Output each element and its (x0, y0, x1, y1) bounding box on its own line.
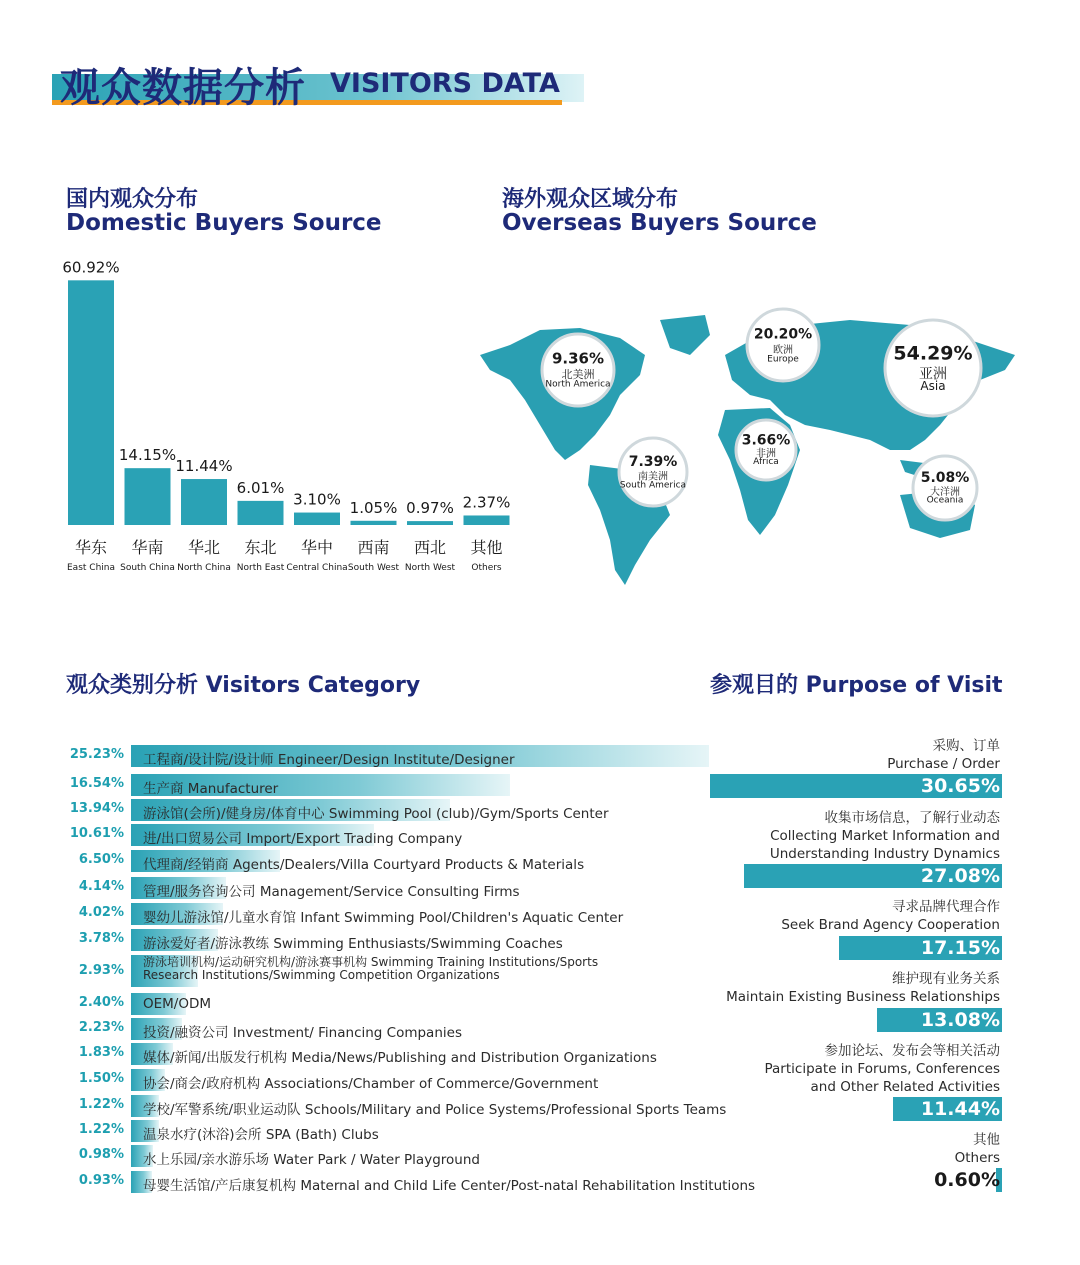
category-row (60, 1145, 700, 1167)
domestic-bar (294, 513, 340, 525)
category-pct: 0.98% (78, 1147, 124, 1162)
domestic-tick-zh: 华中 (300, 538, 334, 557)
category-label: 生产商 Manufacturer (143, 781, 279, 797)
domestic-bar-value: 3.10% (293, 490, 341, 509)
region-name-zh: 欧洲 (773, 344, 793, 356)
domestic-bar-value: 0.97% (406, 499, 454, 518)
world-map (470, 300, 1030, 590)
category-label: 媒体/新闻/出版发行机构 Media/News/Publishing and Distribution Organizations (143, 1050, 657, 1066)
domestic-bar (407, 521, 453, 525)
overseas-title-en: Overseas Buyers Source (502, 210, 817, 236)
category-pct: 1.50% (78, 1071, 124, 1086)
category-pct: 6.50% (78, 852, 124, 867)
category-pct: 2.93% (78, 963, 124, 978)
domestic-bar (68, 280, 114, 525)
domestic-tick-zh: 华北 (187, 538, 221, 557)
domestic-tick-en: North China (177, 563, 231, 573)
category-row (60, 1095, 727, 1118)
domestic-tick-zh: 华东 (74, 538, 108, 557)
domestic-tick-en: South West (347, 563, 400, 573)
category-title: 观众类别分析 Visitors Category (66, 673, 421, 698)
page-title-zh: 观众数据分析 (60, 65, 306, 111)
domestic-bar-value: 2.37% (462, 493, 511, 512)
greenland-shape (660, 315, 710, 355)
category-label: 进/出口贸易公司 Import/Export Trading Company (143, 831, 463, 847)
domestic-tick-zh: 西南 (357, 538, 390, 557)
category-row (60, 929, 700, 951)
purpose-label: 维护现有业务关系 Maintain Existing Business Relationships (726, 971, 1000, 1005)
page-title-en: VISITORS DATA (330, 68, 560, 99)
purpose-value: 0.60% (934, 1169, 1000, 1191)
category-row (60, 824, 700, 846)
category-pct: 1.22% (78, 1122, 124, 1137)
region-name-zh: 亚洲 (919, 366, 947, 383)
domestic-tick-zh: 西北 (413, 538, 447, 557)
domestic-tick-zh: 华南 (131, 538, 164, 557)
region-name-zh: 大洋洲 (930, 487, 960, 499)
domestic-bar-value: 11.44% (175, 457, 233, 476)
domestic-tick-en: East China (67, 563, 115, 573)
category-pct: 0.93% (78, 1173, 124, 1188)
category-row (60, 1018, 700, 1040)
category-pct: 4.02% (78, 905, 124, 920)
purpose-value: 13.08% (920, 1009, 1000, 1031)
category-row (60, 774, 700, 796)
region-pct: 5.08% (920, 470, 970, 487)
domestic-bar (181, 479, 227, 525)
region-pct: 54.29% (893, 342, 973, 365)
category-label: 母婴生活馆/产后康复机构 Maternal and Child Life Center/Post-natal Rehabilitation Institutions (143, 1178, 756, 1194)
purpose-value: 11.44% (920, 1098, 1000, 1120)
domestic-bar-value: 14.15% (118, 446, 177, 465)
category-label: 工程商/设计院/设计师 Engineer/Design Institute/Designer (143, 752, 515, 768)
category-label: OEM/ODM (143, 996, 212, 1012)
category-row (60, 903, 700, 925)
category-label: 协会/商会/政府机构 Associations/Chamber of Commerce/Government (143, 1076, 599, 1092)
purpose-label: 参加论坛、发布会等相关活动 Participate in Forums, Conferences and Other Related Activities (764, 1043, 1000, 1095)
category-row (60, 745, 700, 767)
purpose-label: 采购、订单 Purchase / Order (887, 738, 1000, 772)
category-label: 代理商/经销商 Agents/Dealers/Villa Courtyard Products & Materials (143, 857, 585, 873)
category-pct: 1.83% (78, 1045, 124, 1060)
domestic-bar-chart (60, 255, 520, 585)
category-row (60, 1171, 756, 1194)
category-row (60, 1120, 700, 1142)
category-pct: 2.23% (78, 1020, 124, 1035)
region-pct: 7.39% (628, 453, 678, 470)
region-pct: 20.20% (753, 326, 813, 343)
category-pct: 4.14% (78, 879, 124, 894)
purpose-value: 17.15% (920, 937, 1000, 959)
region-name-zh: 南美洲 (638, 471, 668, 483)
category-label: 温泉水疗(沐浴)会所 SPA (Bath) Clubs (143, 1127, 379, 1143)
domestic-bar (238, 501, 284, 525)
domestic-tick-en: Central China (286, 563, 348, 573)
category-label: 游泳馆(会所)/健身房/体育中心 Swimming Pool (club)/Gym/Sports Center (143, 806, 609, 822)
domestic-tick-en: South China (120, 563, 175, 573)
domestic-bar-value: 60.92% (62, 258, 120, 277)
category-row (60, 993, 700, 1015)
category-label: 游泳培训机构/运动研究机构/游泳赛事机构 Swimming Training Institutions/Sports Research Institutions/Swimming Competition Organizations (143, 955, 599, 982)
region-name-zh: 非洲 (756, 448, 776, 460)
region-name-en: Oceania (926, 495, 964, 506)
category-pct: 10.61% (69, 826, 124, 841)
region-name-zh: 北美洲 (561, 367, 595, 381)
region-name-en: Asia (920, 379, 946, 394)
category-pct: 3.78% (78, 931, 124, 946)
category-row (60, 799, 700, 821)
purpose-label: 寻求品牌代理合作 Seek Brand Agency Cooperation (781, 899, 1000, 933)
region-name-en: North America (545, 379, 611, 390)
category-row (60, 850, 700, 872)
category-label: 学校/军警系统/职业运动队 Schools/Military and Police Systems/Professional Sports Teams (143, 1102, 727, 1118)
category-row (60, 955, 700, 987)
purpose-value: 27.08% (920, 865, 1000, 887)
domestic-bar (125, 468, 171, 525)
category-label: 投资/融资公司 Investment/ Financing Companies (143, 1025, 462, 1041)
category-pct: 13.94% (69, 801, 124, 816)
category-row (60, 1043, 700, 1065)
domestic-bar-value: 1.05% (349, 498, 398, 517)
domestic-title-zh: 国内观众分布 (66, 187, 199, 212)
domestic-tick-en: North West (404, 563, 456, 573)
category-label: 婴幼儿游泳馆/儿童水育馆 Infant Swimming Pool/Children's Aquatic Center (143, 910, 624, 926)
category-label: 游泳爱好者/游泳教练 Swimming Enthusiasts/Swimming Coaches (143, 936, 563, 952)
overseas-title-zh: 海外观众区域分布 (502, 187, 679, 212)
domestic-bar (351, 521, 397, 525)
category-row (60, 1069, 700, 1091)
purpose-label: 其他 Others (954, 1132, 1000, 1166)
category-row (60, 877, 700, 899)
region-pct: 3.66% (741, 432, 791, 449)
category-pct: 1.22% (78, 1097, 124, 1112)
region-name-en: South America (619, 480, 687, 491)
category-label: 管理/服务咨询公司 Management/Service Consulting Firms (143, 884, 520, 900)
category-pct: 25.23% (69, 747, 124, 762)
domestic-tick-zh: 东北 (244, 538, 277, 557)
region-name-en: Africa (753, 456, 779, 467)
category-pct: 2.40% (78, 995, 124, 1010)
domestic-bar-value: 6.01% (236, 478, 285, 497)
purpose-value: 30.65% (920, 775, 1000, 797)
purpose-title: 参观目的 Purpose of Visit (710, 673, 1003, 698)
domestic-tick-en: Others (471, 563, 502, 573)
purpose-label: 收集市场信息，了解行业动态 Collecting Market Information and Understanding Industry Dynamics (769, 810, 1000, 862)
category-label: 水上乐园/亲水游乐场 Water Park / Water Playground (143, 1152, 480, 1168)
domestic-title-en: Domestic Buyers Source (66, 210, 382, 236)
domestic-tick-zh: 其他 (470, 538, 503, 557)
region-name-en: Europe (767, 354, 799, 365)
region-pct: 9.36% (551, 349, 605, 368)
domestic-tick-en: North East (236, 563, 285, 573)
category-pct: 16.54% (69, 776, 124, 791)
